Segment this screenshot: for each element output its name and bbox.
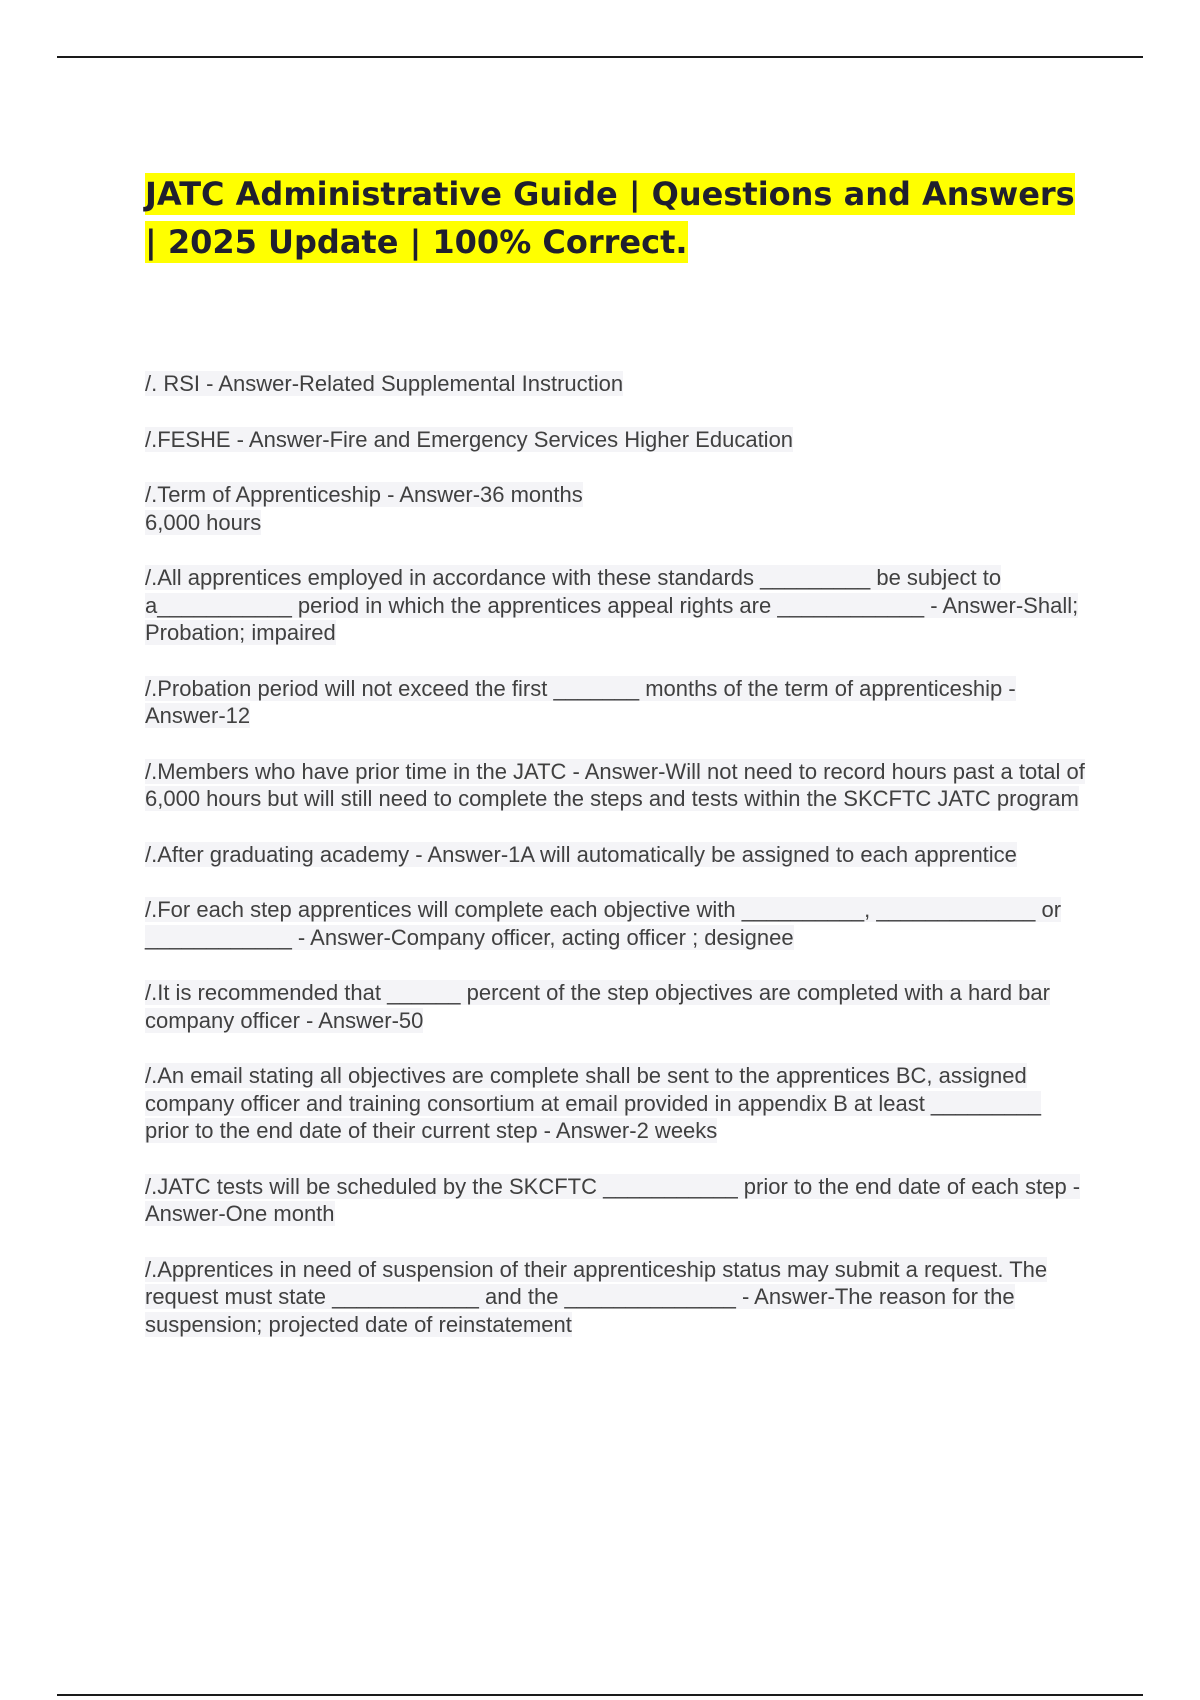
qa-item [145, 896, 1090, 951]
qa-text: /.FESHE - Answer-Fire and Emergency Services Higher Education [145, 426, 794, 452]
qa-item [145, 1173, 1090, 1228]
qa-item [145, 841, 1090, 869]
qa-item [145, 481, 1090, 536]
qa-text: /.Probation period will not exceed the first _______ months of the term of apprenticeship - Answer-12 [145, 675, 1016, 728]
bottom-divider [57, 1694, 1143, 1696]
qa-text: /. RSI - Answer-Related Supplemental Instruction [145, 371, 624, 396]
qa-text: /.JATC tests will be scheduled by the SKCFTC ___________ prior to the end date of each step - Answer-One month [145, 1173, 1081, 1226]
qa-text: /.An email stating all objectives are complete shall be sent to the apprentices BC, assigned company officer and training consortium at email provided in appendix B at least _________ prior to the end date of their current step - Answer-2 weeks [145, 1063, 1042, 1143]
qa-text: /.It is recommended that ______ percent of the step objectives are completed with a hard bar company officer - Answer-50 [145, 980, 1050, 1033]
qa-text: /.Members who have prior time in the JATC - Answer-Will not need to record hours past a total of 6,000 hours but will still need to complete the steps and tests within the SKCFTC JATC program [145, 758, 1085, 811]
title-text: JATC Administrative Guide | Questions and Answers | 2025 Update | 100% Correct. [145, 175, 1075, 261]
qa-item [145, 564, 1090, 647]
qa-item [145, 1062, 1090, 1145]
qa-text: /.After graduating academy - Answer-1A will automatically be assigned to each apprentice [145, 841, 1017, 867]
document-title [145, 170, 1095, 266]
qa-list [145, 370, 1090, 1366]
qa-item [145, 675, 1090, 730]
top-divider [57, 56, 1143, 58]
qa-item [145, 758, 1090, 813]
qa-text: /.Apprentices in need of suspension of their apprenticeship status may submit a request. The request must state ____________ and the ______________ - Answer-The reason for the suspension; projected date of reinstatement [145, 1256, 1048, 1337]
qa-item [145, 370, 1090, 398]
qa-item [145, 979, 1090, 1034]
qa-item [145, 426, 1090, 454]
qa-item [145, 1256, 1090, 1339]
qa-text: /.For each step apprentices will complete each objective with __________, _____________ or ____________ - Answer-Company officer, acting officer ; designee [145, 897, 1062, 950]
qa-text: /.Term of Apprenticeship - Answer-36 months 6,000 hours [145, 482, 583, 535]
qa-text: /.All apprentices employed in accordance with these standards _________ be subject to a___________ period in which the apprentices appeal rights are ____________ - Answer-Shall; Probation; impaired [145, 565, 1079, 645]
